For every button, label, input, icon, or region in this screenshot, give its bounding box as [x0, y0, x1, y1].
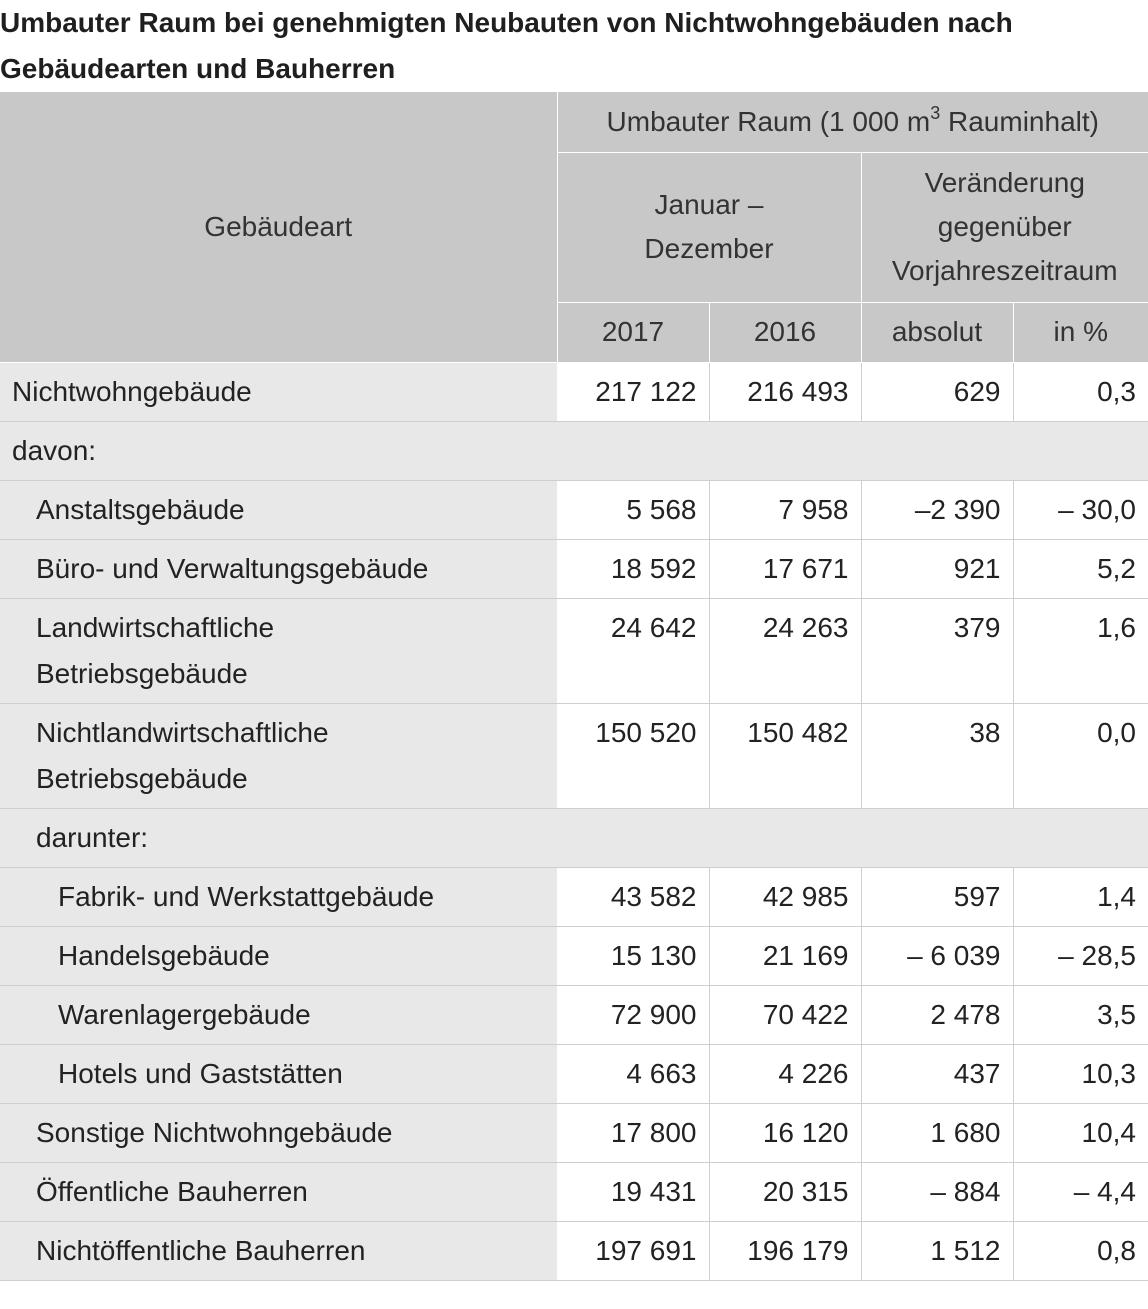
row-label: Büro- und Verwaltungsgebäude	[0, 539, 557, 598]
cell-2017: 4 663	[557, 1044, 709, 1103]
cell-in-percent: 1,4	[1013, 867, 1148, 926]
section-label: davon:	[0, 421, 1148, 480]
cell-in-percent: 5,2	[1013, 539, 1148, 598]
cell-absolut: 379	[861, 598, 1013, 703]
cell-absolut: – 884	[861, 1162, 1013, 1221]
table-header	[0, 92, 1148, 362]
cell-absolut: 2 478	[861, 985, 1013, 1044]
cell-absolut: 38	[861, 703, 1013, 808]
table-body	[0, 362, 1148, 1280]
cell-2016: 21 169	[709, 926, 861, 985]
cell-absolut: 1 512	[861, 1221, 1013, 1280]
cell-2016: 42 985	[709, 867, 861, 926]
table-row	[0, 926, 1148, 985]
cell-in-percent: 0,8	[1013, 1221, 1148, 1280]
table-row	[0, 703, 1148, 808]
header-umbauter-raum	[557, 92, 1148, 152]
cell-2017: 197 691	[557, 1221, 709, 1280]
cell-absolut: 437	[861, 1044, 1013, 1103]
cell-in-percent: 10,4	[1013, 1103, 1148, 1162]
cell-2016: 70 422	[709, 985, 861, 1044]
table-row	[0, 1162, 1148, 1221]
cell-in-percent: – 30,0	[1013, 480, 1148, 539]
cell-2016: 4 226	[709, 1044, 861, 1103]
header-change	[861, 152, 1148, 302]
cell-absolut: 921	[861, 539, 1013, 598]
table-row	[0, 539, 1148, 598]
cell-absolut: – 6 039	[861, 926, 1013, 985]
cell-2017: 72 900	[557, 985, 709, 1044]
header-umbauter-raum-tail: Rauminhalt)	[940, 105, 1099, 137]
row-label-text: Landwirtschaftliche Betriebsgebäude	[36, 611, 275, 689]
section-row	[0, 808, 1148, 867]
header-period	[557, 152, 861, 302]
row-label	[0, 598, 557, 703]
row-label: Warenlagergebäude	[0, 985, 557, 1044]
row-label: Anstaltsgebäude	[0, 480, 557, 539]
section-label: darunter:	[0, 808, 1148, 867]
cell-absolut: 1 680	[861, 1103, 1013, 1162]
row-label: Sonstige Nichtwohngebäude	[0, 1103, 557, 1162]
header-absolut: absolut	[861, 302, 1013, 362]
header-change-text: Veränderung gegenüber Vorjahreszeitraum	[891, 167, 1118, 286]
table-row	[0, 985, 1148, 1044]
header-period-text: Januar – Dezember	[644, 189, 774, 264]
cell-2016: 17 671	[709, 539, 861, 598]
header-2016: 2016	[709, 302, 861, 362]
row-label: Hotels und Gaststätten	[0, 1044, 557, 1103]
page-title: Umbauter Raum bei genehmigten Neubauten von Nichtwohngebäuden nach Gebäudearten und Bauherren	[0, 7, 1013, 84]
cell-absolut: 629	[861, 362, 1013, 421]
cell-in-percent: – 28,5	[1013, 926, 1148, 985]
cell-absolut: 597	[861, 867, 1013, 926]
cell-in-percent: 3,5	[1013, 985, 1148, 1044]
cell-2016: 24 263	[709, 598, 861, 703]
header-in-percent: in %	[1013, 302, 1148, 362]
cell-2017: 19 431	[557, 1162, 709, 1221]
cell-2016: 216 493	[709, 362, 861, 421]
cell-2017: 5 568	[557, 480, 709, 539]
data-table	[0, 92, 1148, 1281]
cell-2016: 7 958	[709, 480, 861, 539]
cell-in-percent: 1,6	[1013, 598, 1148, 703]
table-row	[0, 598, 1148, 703]
cell-2017: 17 800	[557, 1103, 709, 1162]
row-label: Nichtwohngebäude	[0, 362, 557, 421]
header-2017: 2017	[557, 302, 709, 362]
table-row	[0, 1221, 1148, 1280]
table-row	[0, 1044, 1148, 1103]
cell-absolut: –2 390	[861, 480, 1013, 539]
cell-in-percent: – 4,4	[1013, 1162, 1148, 1221]
cell-in-percent: 0,0	[1013, 703, 1148, 808]
row-label: Fabrik- und Werkstattgebäude	[0, 867, 557, 926]
table-row	[0, 362, 1148, 421]
row-label-text: Nichtlandwirtschaftliche Betriebsgebäude	[36, 716, 329, 794]
header-gebaeudeart: Gebäudeart	[0, 92, 557, 362]
cell-2017: 217 122	[557, 362, 709, 421]
header-umbauter-raum-text: Umbauter Raum (1 000 m	[606, 105, 931, 137]
row-label: Handelsgebäude	[0, 926, 557, 985]
cell-2017: 24 642	[557, 598, 709, 703]
cell-2016: 16 120	[709, 1103, 861, 1162]
table-row	[0, 867, 1148, 926]
table-row	[0, 1103, 1148, 1162]
cell-in-percent: 0,3	[1013, 362, 1148, 421]
cell-2016: 20 315	[709, 1162, 861, 1221]
table-row	[0, 480, 1148, 539]
cell-2017: 18 592	[557, 539, 709, 598]
cell-2016: 150 482	[709, 703, 861, 808]
header-unit-sup: 3	[930, 102, 941, 123]
cell-2017: 15 130	[557, 926, 709, 985]
cell-2017: 150 520	[557, 703, 709, 808]
row-label: Öffentliche Bauherren	[0, 1162, 557, 1221]
row-label: Nichtöffentliche Bauherren	[0, 1221, 557, 1280]
row-label	[0, 703, 557, 808]
cell-in-percent: 10,3	[1013, 1044, 1148, 1103]
cell-2017: 43 582	[557, 867, 709, 926]
cell-2016: 196 179	[709, 1221, 861, 1280]
section-row	[0, 421, 1148, 480]
